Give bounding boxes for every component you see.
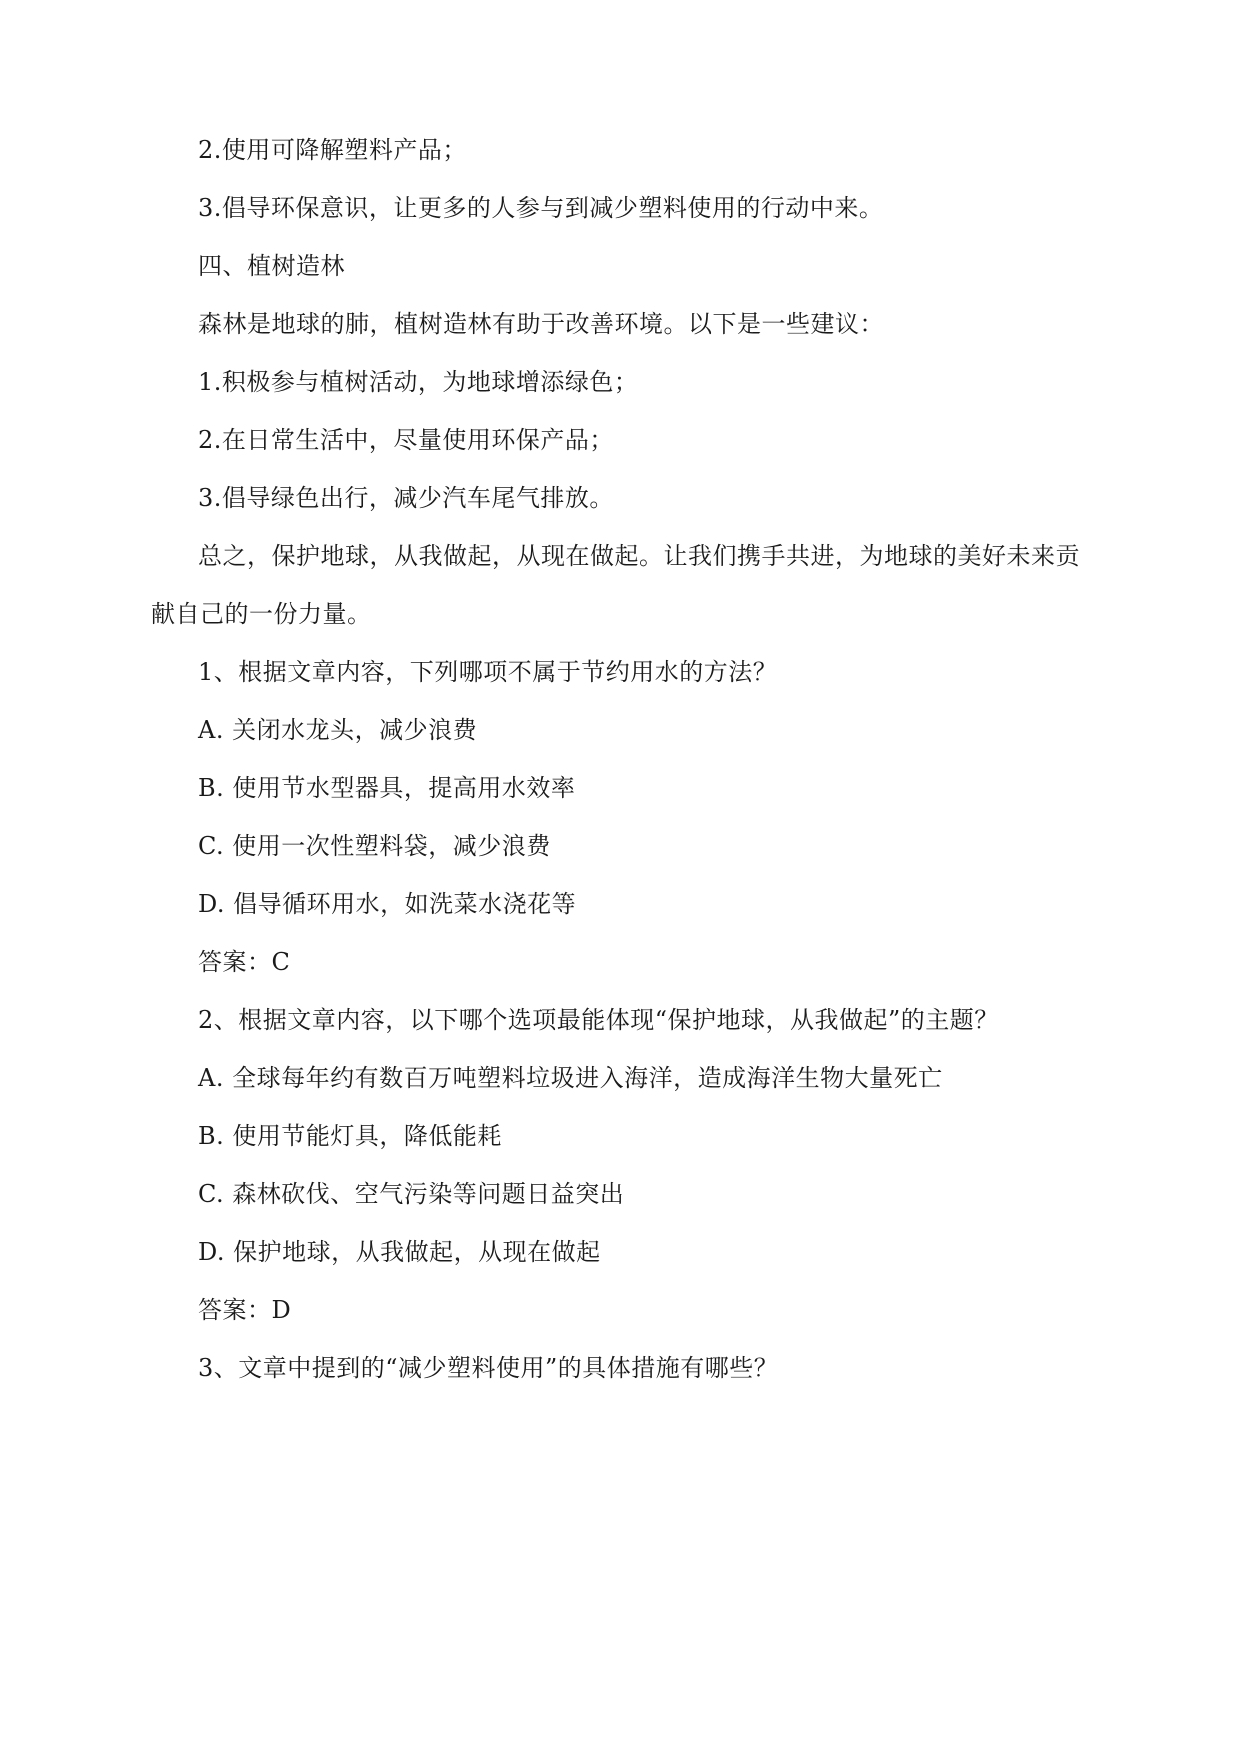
question-1-answer: 答案：C bbox=[198, 948, 291, 976]
question-1-option-d: D. 倡导循环用水，如洗菜水浇花等 bbox=[198, 890, 577, 918]
text-line-intro: 森林是地球的肺，植树造林有助于改善环境。以下是一些建议： bbox=[198, 310, 884, 338]
section-heading: 四、植树造林 bbox=[198, 252, 345, 280]
text-line-suggestion-3: 3.倡导绿色出行，减少汽车尾气排放。 bbox=[198, 484, 614, 512]
conclusion-line-2: 献自己的一份力量。 bbox=[151, 600, 372, 628]
question-1: 1、根据文章内容，下列哪项不属于节约用水的方法？ bbox=[198, 658, 778, 686]
question-1-option-a: A. 关闭水龙头，减少浪费 bbox=[198, 716, 478, 744]
question-2: 2、根据文章内容，以下哪个选项最能体现“保护地球，从我做起”的主题？ bbox=[198, 1006, 999, 1034]
conclusion-line-1: 总之，保护地球，从我做起，从现在做起。让我们携手共进，为地球的美好未来贡 bbox=[198, 542, 1080, 570]
question-2-option-a: A. 全球每年约有数百万吨塑料垃圾进入海洋，造成海洋生物大量死亡 bbox=[198, 1064, 943, 1092]
question-3: 3、文章中提到的“减少塑料使用”的具体措施有哪些？ bbox=[198, 1354, 779, 1382]
text-line-measure-2: 2.使用可降解塑料产品； bbox=[198, 136, 467, 164]
question-1-option-b: B. 使用节水型器具，提高用水效率 bbox=[198, 774, 576, 802]
question-2-option-c: C. 森林砍伐、空气污染等问题日益突出 bbox=[198, 1180, 625, 1208]
question-2-answer: 答案：D bbox=[198, 1296, 292, 1324]
text-line-suggestion-2: 2.在日常生活中，尽量使用环保产品； bbox=[198, 426, 614, 454]
text-line-measure-3: 3.倡导环保意识，让更多的人参与到减少塑料使用的行动中来。 bbox=[198, 194, 884, 222]
question-1-option-c: C. 使用一次性塑料袋，减少浪费 bbox=[198, 832, 551, 860]
question-2-option-d: D. 保护地球，从我做起，从现在做起 bbox=[198, 1238, 601, 1266]
text-line-suggestion-1: 1.积极参与植树活动，为地球增添绿色； bbox=[198, 368, 639, 396]
question-2-option-b: B. 使用节能灯具，降低能耗 bbox=[198, 1122, 502, 1150]
